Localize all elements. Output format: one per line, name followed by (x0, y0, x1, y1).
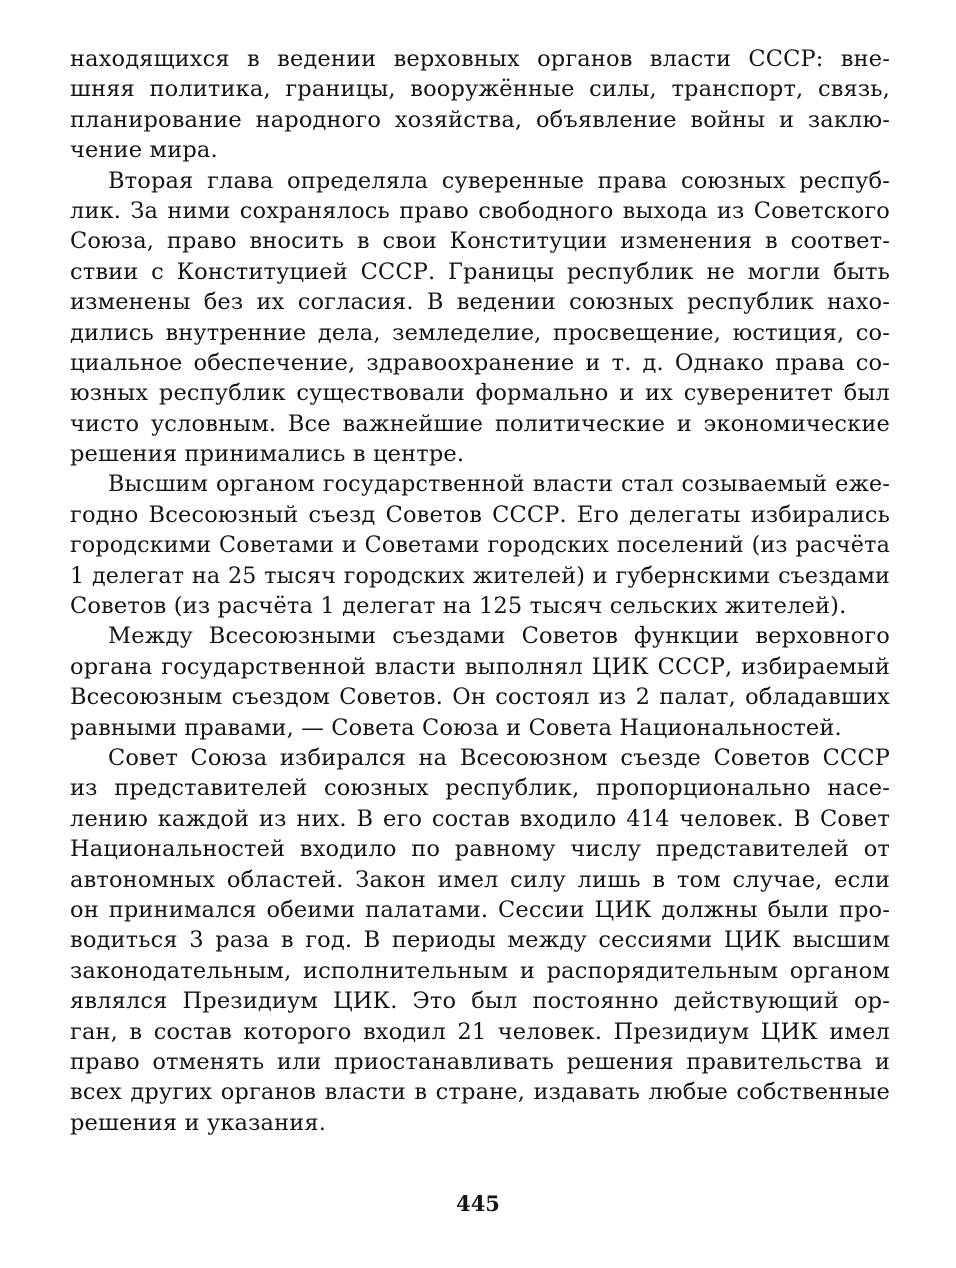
text-line: Вторая глава определяла суверенные права союзных респуб- (108, 167, 890, 194)
paragraph-second-chapter (70, 166, 890, 470)
paragraph-cik (70, 621, 890, 743)
text-line: всех других органов власти в стране, издавать любые собственные (70, 1079, 890, 1106)
text-line: автономных областей. Закон имел силу лишь в том случае, если (70, 866, 890, 893)
text-line: 1 делегат на 25 тысяч городских жителей) и губернскими съездами (70, 562, 890, 589)
text-line: Советов (из расчёта 1 делегат на 125 тысяч сельских жителей). (70, 593, 847, 620)
text-line: Между Всесоюзными съездами Советов функции верховного (108, 623, 890, 650)
text-line: Совет Союза избирался на Всесоюзном съезде Советов СССР (108, 744, 890, 771)
text-line: городскими Советами и Советами городских поселений (из расчёта (70, 532, 890, 559)
text-line: равными правами, — Совета Союза и Совета Национальностей. (70, 714, 842, 741)
page-number: 445 (456, 1191, 500, 1216)
text-line: лик. За ними сохранялось право свободного выхода из Советского (70, 197, 890, 224)
text-line: водиться 3 раза в год. В периоды между сессиями ЦИК высшим (70, 927, 890, 954)
document-body (70, 44, 890, 1138)
text-line: планирование народного хозяйства, объявление войны и заклю- (70, 106, 890, 133)
text-line: ган, в состав которого входил 21 человек. Президиум ЦИК имел (70, 1018, 890, 1045)
text-line: ствии с Конституцией СССР. Границы республик не могли быть (70, 258, 890, 285)
text-line: он принимался обеими палатами. Сессии ЦИК должны были про- (70, 896, 890, 923)
text-line: годно Всесоюзный съезд Советов СССР. Его делегаты избирались (70, 501, 890, 528)
text-line: являлся Президиум ЦИК. Это был постоянно действующий ор- (70, 988, 890, 1015)
text-line: изменены без их согласия. В ведении союзных республик нахо- (70, 289, 890, 316)
text-line: законодательным, исполнительным и распорядительным органом (70, 957, 890, 984)
text-line: дились внутренние дела, земледелие, просвещение, юстиция, со- (70, 319, 890, 346)
text-line: решения и указания. (70, 1109, 327, 1136)
paragraph-continuation (70, 44, 890, 166)
text-line: чение мира. (70, 137, 218, 164)
text-line: Всесоюзным съездом Советов. Он состоял из 2 палат, обладавших (70, 684, 890, 711)
text-line: из представителей союзных республик, пропорционально насе- (70, 775, 890, 802)
text-line: шняя политика, границы, вооружённые силы, транспорт, связь, (70, 76, 890, 103)
text-line: юзных республик существовали формально и их суверенитет был (70, 380, 890, 407)
text-line: циальное обеспечение, здравоохранение и т. д. Однако права со- (70, 349, 890, 376)
text-line: Союза, право вносить в свои Конституции изменения в соответ- (70, 228, 890, 255)
text-line: право отменять или приостанавливать решения правительства и (70, 1048, 890, 1075)
text-line: решения принимались в центре. (70, 441, 465, 468)
text-line: чисто условным. Все важнейшие политические и экономические (70, 410, 890, 437)
text-line: находящихся в ведении верховных органов власти СССР: вне- (70, 46, 890, 72)
text-line: Национальностей входило по равному числу представителей от (70, 836, 890, 863)
paragraph-soviet-of-union (70, 743, 890, 1138)
text-line: лению каждой из них. В его состав входило 414 человек. В Совет (70, 805, 890, 832)
text-line: органа государственной власти выполнял ЦИК СССР, избираемый (70, 653, 890, 680)
paragraph-supreme-body (70, 469, 890, 621)
text-line: Высшим органом государственной власти стал созываемый еже- (108, 471, 890, 498)
